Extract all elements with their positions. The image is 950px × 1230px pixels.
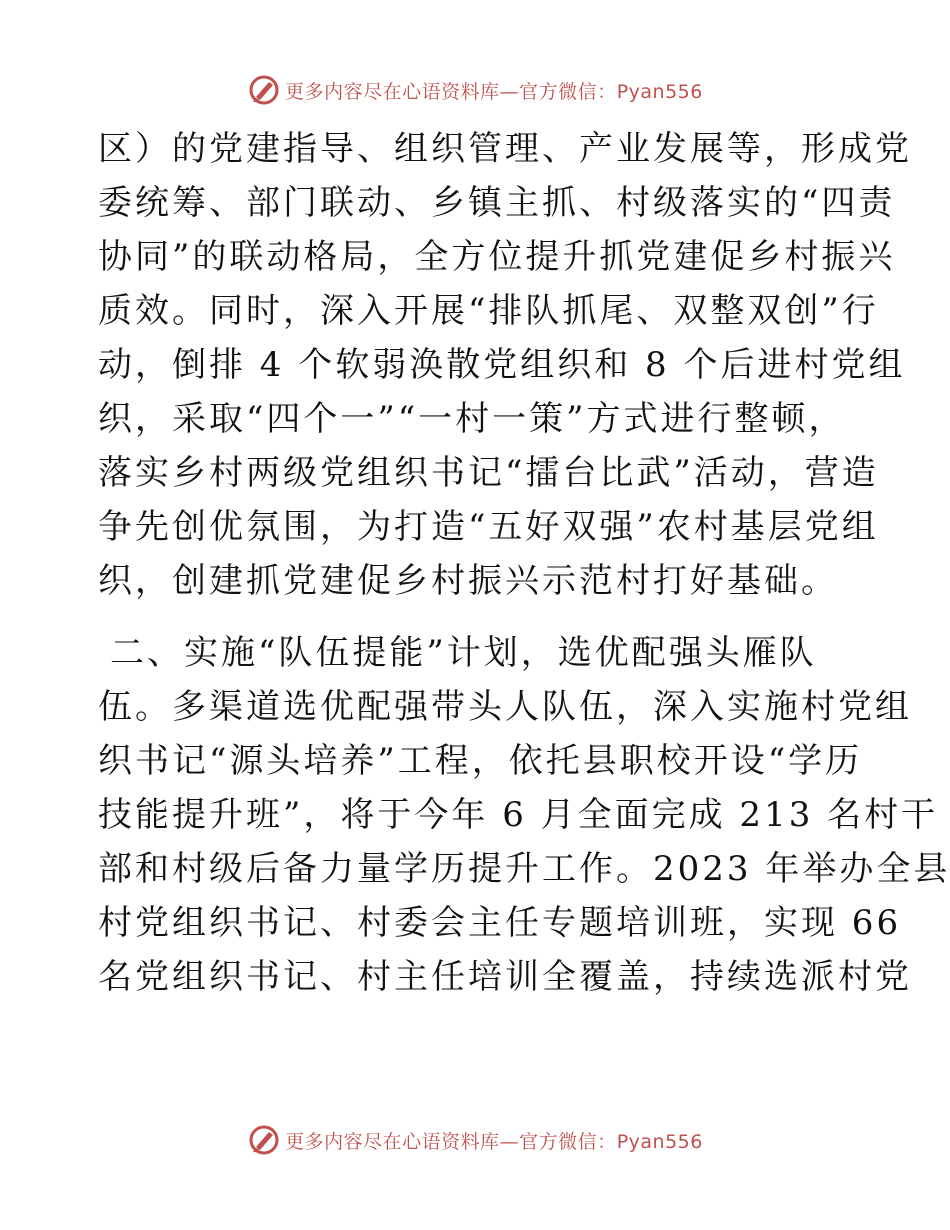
watermark-separator: — — [499, 80, 520, 103]
text-line: 部和村级后备力量学历提升工作。2023 年举办全县 — [98, 849, 950, 889]
footer-watermark-banner — [0, 1120, 950, 1160]
text-line: 落实乡村两级党组织书记“擂台比武”活动，营造 — [98, 453, 879, 493]
text-line: 名党组织书记、村主任培训全覆盖，持续选派村党 — [98, 957, 912, 997]
text-line: 质效。同时，深入开展“排队抓尾、双整双创”行 — [98, 291, 879, 331]
text-line: 织，创建抓党建促乡村振兴示范村打好基础。 — [98, 561, 838, 601]
watermark-main-text: 更多内容尽在心语资料库 — [285, 80, 500, 103]
text-line: 动，倒排 4 个软弱涣散党组织和 8 个后进村党组 — [98, 345, 906, 385]
text-line: 织书记“源头培养”工程，依托县职校开设“学历 — [98, 741, 863, 781]
text-line: 村党组织书记、村委会主任专题培训班，实现 66 — [98, 903, 902, 943]
section-heading-line: 二、实施“队伍提能”计划，选优配强头雁队 — [110, 633, 817, 673]
header-watermark-banner — [0, 70, 950, 110]
text-line: 争先创优氛围，为打造“五好双强”农村基层党组 — [98, 507, 879, 547]
watermark-wechat-id: Pyan556 — [616, 1130, 703, 1153]
watermark-separator: — — [499, 1130, 520, 1153]
text-line: 区）的党建指导、组织管理、产业发展等，形成党 — [98, 129, 912, 169]
text-line: 委统筹、部门联动、乡镇主抓、村级落实的“四责 — [98, 183, 896, 223]
brush-logo-icon — [247, 73, 281, 107]
brush-logo-icon — [247, 1123, 281, 1157]
watermark-wechat-id: Pyan556 — [616, 80, 703, 103]
paragraph-1 — [98, 122, 912, 608]
text-line: 伍。多渠道选优配强带头人队伍，深入实施村党组 — [98, 687, 912, 727]
watermark-main-text: 更多内容尽在心语资料库 — [285, 1130, 500, 1153]
text-line: 技能提升班”，将于今年 6 月全面完成 213 名村干 — [98, 795, 939, 835]
watermark-wechat-label: 官方微信： — [519, 80, 617, 103]
watermark-text — [285, 1127, 703, 1154]
watermark-wechat-label: 官方微信： — [519, 1130, 617, 1153]
watermark-text — [285, 77, 703, 104]
document-body — [98, 122, 950, 1004]
paragraph-2 — [98, 626, 950, 1004]
text-line: 织，采取“四个一”“一村一策”方式进行整顿， — [98, 399, 846, 439]
text-line: 协同”的联动格局，全方位提升抓党建促乡村振兴 — [98, 237, 896, 277]
